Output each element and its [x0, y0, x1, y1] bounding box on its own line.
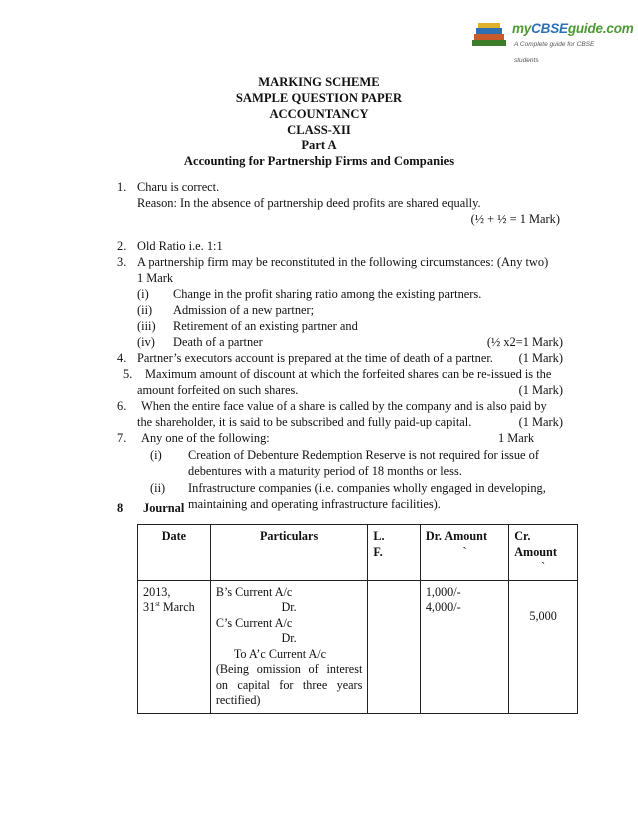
q3-marks: (½ x2=1 Mark)	[486, 335, 563, 349]
q3-item-roman: (i)	[137, 287, 149, 301]
q3-item-text: Admission of a new partner;	[173, 303, 315, 317]
date-cell	[138, 580, 211, 713]
q3-item-text: Death of a partner	[173, 335, 263, 349]
q4-number: 4.	[117, 351, 127, 365]
doc-subject: ACCOUNTANCY	[269, 107, 369, 121]
q6-answer: When the entire face value of a share is called by the company and is also paid by	[141, 399, 547, 413]
dr-label: Dr. Amount	[425, 529, 488, 543]
cr-amount-cell	[509, 580, 578, 713]
col-cr-header	[509, 525, 578, 581]
q7-number: 7.	[117, 431, 127, 445]
col-date-header: Date	[138, 525, 211, 581]
cr-label-bottom: Amount	[514, 544, 557, 559]
lf-label-bottom: F.	[373, 544, 383, 559]
q7-marks: 1 Mark	[498, 431, 535, 445]
q8-title: Journal	[143, 501, 185, 515]
col-lf-header	[368, 525, 420, 581]
q1-reason: Reason: In the absence of partnership deed profits are shared equally.	[137, 196, 481, 210]
q2-number: 2.	[117, 239, 127, 253]
q3-item-text: Change in the profit sharing ratio among the existing partners.	[173, 287, 482, 301]
q5-answer: Maximum amount of discount at which the forfeited shares can be re-issued is the	[145, 367, 552, 381]
col-particulars-header: Particulars	[210, 525, 368, 581]
rupee-icon: `	[541, 560, 546, 574]
dr-amount-cell	[420, 580, 508, 713]
q7-item-roman: (ii)	[150, 481, 166, 495]
q1-marks: (½ + ½ = 1 Mark)	[470, 212, 560, 226]
dr-amount: 4,000/-	[425, 600, 461, 614]
q8-number: 8	[117, 501, 124, 515]
q1-number: 1.	[117, 180, 127, 194]
doc-title: MARKING SCHEME	[258, 75, 380, 89]
q7-item-text-cont: maintaining and operating infrastructure facilities).	[188, 497, 441, 511]
doc-class: CLASS-XII	[287, 123, 351, 137]
doc-subtitle: SAMPLE QUESTION PAPER	[235, 91, 403, 105]
q7-item-text: Creation of Debenture Redemption Reserve is not required for issue of	[188, 448, 539, 462]
q3-mark-note: 1 Mark	[137, 271, 174, 285]
col-dr-header	[420, 525, 508, 581]
books-icon	[470, 22, 510, 48]
q6-number: 6.	[117, 399, 127, 413]
cr-amount: 5,000	[529, 608, 557, 623]
q6-answer-cont: the shareholder, it is said to be subscribed and fully paid-up capital.	[137, 415, 472, 429]
entry-debit-2-dr: Dr.	[281, 631, 297, 645]
logo-tagline: A Complete guide for CBSE students	[514, 41, 595, 65]
q2-answer: Old Ratio i.e. 1:1	[137, 239, 223, 253]
date-year: 2013,	[143, 584, 171, 599]
q3-answer: A partnership firm may be reconstituted in the following circumstances: (Any two)	[137, 255, 549, 269]
q7-answer: Any one of the following:	[141, 431, 270, 445]
entry-debit-1: B’s Current A/c	[215, 584, 293, 599]
logo-brand-cbse: CBSE	[531, 21, 568, 36]
date-month: March	[162, 600, 195, 614]
q7-item-roman: (i)	[150, 448, 162, 462]
dr-amount: 1,000/-	[425, 584, 461, 599]
q3-item-roman: (iii)	[137, 319, 156, 333]
journal-table	[137, 524, 578, 714]
entry-credit: To A’c Current A/c	[233, 646, 327, 661]
q3-item-roman: (iv)	[137, 335, 155, 349]
logo-brand-prefix: my	[512, 21, 532, 36]
particulars-cell	[210, 580, 368, 713]
q4-marks: (1 Mark)	[518, 351, 563, 365]
q5-marks: (1 Mark)	[518, 383, 563, 397]
date-day: 31	[143, 600, 156, 614]
q6-marks: (1 Mark)	[518, 415, 563, 429]
entry-narration: (Being omission of interest on capital for three years rectified)	[215, 662, 363, 707]
entry-debit-2: C’s Current A/c	[215, 615, 293, 630]
q3-number: 3.	[117, 255, 127, 269]
q1-answer: Charu is correct.	[137, 180, 220, 194]
lf-cell	[368, 580, 420, 713]
q7-item-text: Infrastructure companies (i.e. companies wholly engaged in developing,	[188, 481, 546, 495]
doc-topic: Accounting for Partnership Firms and Companies	[183, 154, 455, 168]
table-row	[138, 580, 578, 713]
cr-label-top: Cr.	[514, 529, 531, 543]
q4-answer: Partner’s executors account is prepared at the time of death of a partner.	[137, 351, 493, 365]
logo-brand-suffix: guide.com	[567, 21, 634, 36]
lf-label-top: L.	[373, 529, 385, 543]
date-suffix: st	[155, 599, 160, 608]
q5-answer-cont: amount forfeited on such shares.	[137, 383, 299, 397]
doc-part: Part A	[301, 138, 337, 152]
q3-item-roman: (ii)	[137, 303, 153, 317]
site-logo	[470, 20, 634, 65]
journal-header-row	[138, 525, 578, 581]
q3-item-text: Retirement of an existing partner and	[173, 319, 358, 333]
rupee-icon: `	[462, 544, 467, 559]
entry-debit-1-dr: Dr.	[281, 600, 297, 614]
q5-number: 5.	[123, 367, 133, 381]
q7-item-text-cont: debentures with a maturity period of 18 months or less.	[188, 464, 462, 478]
